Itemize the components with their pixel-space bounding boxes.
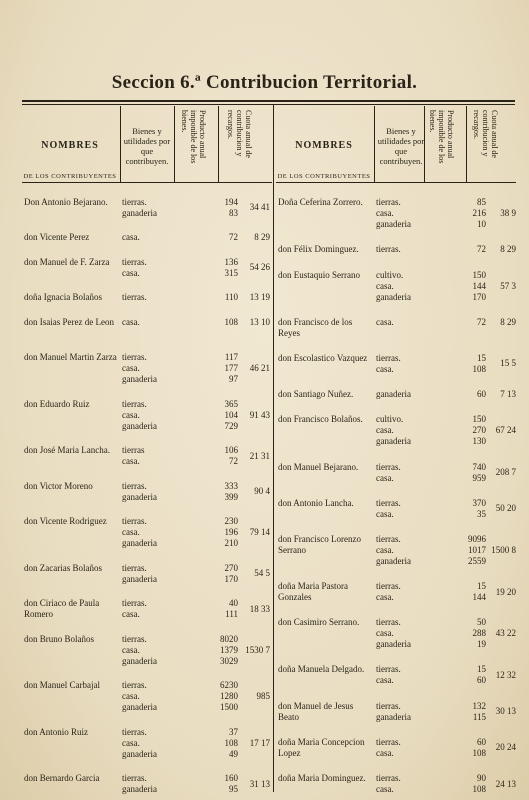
asset-value: 6230 <box>220 680 238 690</box>
header-bienes-right: Bienes y utilidades por que contribuyen. <box>377 126 425 166</box>
table-row <box>22 317 272 339</box>
asset-kind: tierras. <box>122 562 147 573</box>
asset-value: 270 <box>224 562 238 573</box>
contributor-name: doña Maria Pastora Gonzales <box>278 581 348 603</box>
asset-value: 104 <box>224 409 238 420</box>
asset-value: 150 <box>472 269 486 280</box>
left-column-header <box>22 106 272 183</box>
asset-value: 132 <box>472 700 486 711</box>
asset-kind: ganaderia <box>376 639 411 650</box>
contributor-name: don Zacarias Bolaños <box>24 562 102 573</box>
table-row <box>276 353 516 375</box>
contributor-name: don Bruno Bolaños <box>24 633 95 644</box>
asset-kind: tierras. <box>376 617 401 628</box>
asset-value: 136 <box>224 256 238 267</box>
asset-kind: tierras. <box>122 726 147 737</box>
asset-kind: casa. <box>122 316 140 327</box>
contribution-total: 54 5 <box>254 568 270 578</box>
asset-kind: casa. <box>122 267 140 278</box>
asset-kind: casa. <box>376 508 394 519</box>
asset-kind: tierras. <box>122 398 147 409</box>
contributor-name: don Santiago Nuñez. <box>278 389 354 400</box>
asset-kind: tierras. <box>376 352 401 363</box>
contribution-total: 20 24 <box>495 742 516 753</box>
asset-kind: ganaderia <box>376 555 411 566</box>
asset-value: 106 <box>224 445 238 455</box>
asset-value: 60 <box>477 389 486 400</box>
asset-kind: tierras. <box>376 197 401 208</box>
contributor-name: don Vicente Rodriguez <box>24 516 107 526</box>
contributor-name: don Escolastico Vazquez <box>278 352 368 363</box>
header-nombres-right: NOMBRES <box>295 140 353 151</box>
contributor-name: don Manuel de F. Zarza <box>24 256 110 267</box>
asset-value: 97 <box>229 374 238 384</box>
asset-kind: ganaderia <box>376 436 411 447</box>
table-row <box>276 534 516 567</box>
asset-kind: ganaderia <box>122 573 157 584</box>
column-divider <box>273 104 274 792</box>
contribution-total: 54 26 <box>249 262 270 272</box>
asset-value: 37 <box>229 726 238 737</box>
asset-value: 90 <box>477 773 486 783</box>
asset-kind: tierras. <box>122 773 147 783</box>
header-producto-right: Producto anual imponible de los bienes. <box>428 110 455 164</box>
right-column-header <box>276 106 516 183</box>
contributor-name: Doña Ceferina Zorrero. <box>278 197 363 208</box>
asset-kind: ganaderia <box>122 702 157 712</box>
contribution-total: 208 7 <box>495 467 516 477</box>
asset-kind: casa. <box>122 691 140 701</box>
asset-value: 72 <box>477 244 486 255</box>
contributor-name: don Francisco Lorenzo Serrano <box>278 533 361 555</box>
header-cuota-right: Cuota anual de contribucion y recargos. <box>472 110 499 158</box>
asset-kind: ganaderia <box>376 389 411 400</box>
asset-value: 15 <box>477 664 486 675</box>
asset-value: 108 <box>472 363 486 374</box>
contribution-total: 17 17 <box>249 737 270 748</box>
contribution-total: 57 3 <box>500 280 516 291</box>
contribution-total: 7 13 <box>500 389 516 400</box>
contribution-total: 13 10 <box>249 316 270 327</box>
asset-kind: casa. <box>122 232 140 242</box>
contributor-name: don Casimiro Serrano. <box>278 617 360 628</box>
asset-value: 130 <box>472 436 486 447</box>
asset-value: 110 <box>224 292 238 302</box>
table-row <box>22 352 272 385</box>
asset-kind: ganaderia <box>122 374 157 384</box>
asset-value: 365 <box>224 398 238 409</box>
table-row <box>276 773 516 795</box>
asset-value: 108 <box>472 784 486 794</box>
asset-kind: ganaderia <box>122 538 157 548</box>
asset-value: 115 <box>472 711 486 722</box>
contributor-name: don José Maria Lancha. <box>24 445 110 455</box>
asset-kind: casa. <box>122 363 140 373</box>
contributor-name: don Antonio Ruiz <box>24 726 89 737</box>
asset-value: 19 <box>477 639 486 650</box>
asset-value: 210 <box>224 538 238 548</box>
contributor-name: don Ciriaco de Paula Romero <box>24 598 100 619</box>
asset-kind: casa. <box>376 592 394 603</box>
asset-value: 150 <box>472 414 486 425</box>
section-title: Seccion 6.ª Contribucion Territorial. <box>111 72 418 93</box>
contribution-total: 67 24 <box>495 425 516 436</box>
asset-kind: tierras. <box>376 581 401 592</box>
table-row <box>22 773 272 795</box>
asset-kind: ganaderia <box>122 784 157 794</box>
asset-value: 72 <box>229 232 238 242</box>
asset-value: 40 <box>229 598 238 608</box>
asset-value: 144 <box>472 592 486 603</box>
asset-kind: casa. <box>122 609 140 619</box>
asset-value: 8020 <box>220 633 238 644</box>
asset-value: 370 <box>472 497 486 508</box>
table-row <box>22 634 272 667</box>
asset-kind: ganaderia <box>376 291 411 302</box>
asset-kind: tierras. <box>376 244 401 255</box>
asset-value: 1280 <box>220 691 238 701</box>
asset-value: 315 <box>224 267 238 278</box>
right-column <box>276 106 516 792</box>
asset-value: 35 <box>477 508 486 519</box>
contribution-total: 1500 8 <box>491 544 516 555</box>
asset-kind: tierras. <box>376 664 401 675</box>
asset-value: 60 <box>477 675 486 686</box>
asset-kind: casa. <box>376 472 394 483</box>
contribution-total: 18 33 <box>249 603 270 614</box>
asset-kind: casa. <box>122 644 140 655</box>
table-row <box>22 598 272 620</box>
asset-value: 95 <box>229 784 238 794</box>
asset-value: 399 <box>224 491 238 502</box>
contributor-name: doña Maria Concepcion Lopez <box>278 736 365 758</box>
contributor-name: don Vicente Perez <box>24 232 90 242</box>
asset-value: 729 <box>224 420 238 431</box>
header-contribuyentes-right: DE LOS CONTRIBUYENTES <box>277 173 371 180</box>
table-row <box>276 701 516 723</box>
asset-kind: cultivo. <box>376 414 404 425</box>
asset-value: 108 <box>224 737 238 748</box>
contribution-total: 31 13 <box>249 778 270 789</box>
contributor-name: don Bernardo Garcia <box>24 773 100 783</box>
asset-kind: casa. <box>376 675 394 686</box>
asset-kind: casa. <box>376 363 394 374</box>
contribution-total: 21 31 <box>249 450 270 461</box>
table-row <box>22 680 272 713</box>
asset-value: 216 <box>472 208 486 219</box>
asset-kind: tierras. <box>122 633 147 644</box>
table-row <box>276 414 516 447</box>
asset-kind: tierras. <box>376 736 401 747</box>
contribution-total: 24 13 <box>495 778 516 789</box>
table-row <box>276 664 516 686</box>
table-row <box>22 563 272 585</box>
header-contribuyentes: DE LOS CONTRIBUYENTES <box>23 173 117 180</box>
table-row <box>22 727 272 760</box>
contributor-name: don Félix Dominguez. <box>278 244 359 255</box>
asset-kind: ganaderia <box>122 420 157 431</box>
asset-kind: casa. <box>122 527 140 537</box>
table-row <box>276 244 516 255</box>
asset-kind: tierras. <box>122 480 147 491</box>
contribution-total: 90 4 <box>254 486 270 496</box>
asset-kind: casa. <box>376 425 394 436</box>
asset-value: 2559 <box>468 555 486 566</box>
asset-value: 83 <box>229 207 238 218</box>
asset-value: 60 <box>477 736 486 747</box>
asset-value: 288 <box>472 628 486 639</box>
contributor-name: don Antonio Lancha. <box>278 497 354 508</box>
header-cuota: Cuota anual de contribucion y recargos. <box>226 110 253 158</box>
asset-kind: tierras. <box>376 497 401 508</box>
asset-value: 50 <box>477 617 486 628</box>
asset-value: 196 <box>224 527 238 537</box>
asset-kind: tierras. <box>122 680 147 690</box>
asset-value: 1017 <box>468 544 486 555</box>
contribution-total: 43 22 <box>495 628 516 639</box>
asset-value: 15 <box>477 581 486 592</box>
asset-value: 117 <box>224 352 238 362</box>
top-rule <box>22 100 515 102</box>
asset-value: 15 <box>477 352 486 363</box>
asset-kind: casa. <box>122 456 140 466</box>
table-row <box>22 445 272 467</box>
contribution-total: 50 20 <box>495 503 516 514</box>
asset-value: 72 <box>229 456 238 466</box>
asset-value: 1379 <box>220 644 238 655</box>
asset-kind: tierras <box>122 445 145 455</box>
asset-kind: casa. <box>376 544 394 555</box>
contributor-name: Don Antonio Bejarano. <box>24 196 108 207</box>
asset-kind: casa. <box>376 747 394 758</box>
asset-kind: tierras. <box>122 516 147 526</box>
asset-kind: casa. <box>122 737 140 748</box>
asset-kind: tierras. <box>122 352 147 362</box>
contribution-total: 1530 7 <box>245 644 270 655</box>
top-rule-thin <box>22 104 515 105</box>
contributor-name: don Isaias Perez de Leon <box>24 316 114 327</box>
asset-value: 49 <box>229 748 238 759</box>
asset-kind: tierras. <box>376 773 401 783</box>
asset-kind: tierras. <box>122 598 147 608</box>
contribution-total: 13 19 <box>249 292 270 302</box>
contribution-total: 985 <box>256 691 270 701</box>
table-row <box>276 317 516 339</box>
contributor-name: don Francisco de los Reyes <box>278 316 353 338</box>
asset-kind: casa. <box>376 208 394 219</box>
contributor-name: doña Ignacia Bolaños <box>24 292 102 302</box>
left-column <box>22 106 272 792</box>
table-row <box>22 292 272 303</box>
contribution-total: 8 29 <box>500 316 516 327</box>
contribution-total: 79 14 <box>249 527 270 537</box>
table-row <box>276 737 516 759</box>
asset-value: 1500 <box>220 702 238 712</box>
asset-value: 959 <box>472 472 486 483</box>
table-row <box>276 197 516 230</box>
asset-value: 85 <box>477 197 486 208</box>
contribution-total: 91 43 <box>249 409 270 420</box>
contribution-total: 34 41 <box>249 202 270 212</box>
left-entries <box>22 197 272 796</box>
asset-value: 144 <box>472 280 486 291</box>
table-row <box>276 617 516 650</box>
asset-value: 108 <box>224 316 238 327</box>
contributor-name: don Francisco Bolaños. <box>278 414 363 425</box>
asset-value: 333 <box>224 480 238 491</box>
table-row <box>276 581 516 603</box>
asset-value: 170 <box>224 573 238 584</box>
contribution-total: 8 29 <box>254 232 270 242</box>
contributor-name: don Manuel Carbajal <box>24 680 100 690</box>
table-row <box>22 399 272 432</box>
header-producto: Producto anual imponible de los bienes. <box>180 110 207 164</box>
contributor-name: don Manuel Bejarano. <box>278 461 359 472</box>
asset-kind: ganaderia <box>122 655 157 666</box>
asset-kind: casa. <box>376 316 394 327</box>
asset-kind: tierras. <box>376 461 401 472</box>
asset-kind: ganaderia <box>122 491 157 502</box>
asset-value: 270 <box>472 425 486 436</box>
contributor-name: don Eustaquio Serrano <box>278 269 360 280</box>
contributor-name: don Eduardo Ruiz <box>24 398 90 409</box>
asset-kind: tierras. <box>376 533 401 544</box>
asset-kind: tierras. <box>122 256 147 267</box>
asset-kind: casa. <box>122 409 140 420</box>
table-row <box>276 389 516 400</box>
table-row <box>276 270 516 303</box>
contribution-total: 46 21 <box>249 363 270 373</box>
asset-kind: tierras. <box>122 292 147 302</box>
table-row <box>22 257 272 279</box>
contribution-total: 15 5 <box>500 358 516 369</box>
contributor-name: don Victor Moreno <box>24 480 93 491</box>
asset-kind: ganaderia <box>376 219 411 230</box>
table-row <box>22 197 272 219</box>
asset-kind: ganaderia <box>122 207 157 218</box>
contributor-name: don Manuel Martin Zarza <box>24 352 117 362</box>
table-row <box>276 498 516 520</box>
table-row <box>276 462 516 484</box>
contribution-total: 38 9 <box>500 208 516 219</box>
table-row <box>22 232 272 243</box>
asset-value: 194 <box>224 196 238 207</box>
asset-value: 72 <box>477 316 486 327</box>
contribution-total: 8 29 <box>500 244 516 255</box>
asset-value: 740 <box>472 461 486 472</box>
header-nombres: NOMBRES <box>41 140 99 151</box>
asset-value: 177 <box>224 363 238 373</box>
contribution-total: 19 20 <box>495 586 516 597</box>
contributor-name: doña Manuela Delgado. <box>278 664 365 675</box>
contributor-name: don Manuel de Jesus Beato <box>278 700 354 722</box>
asset-kind: casa. <box>376 784 394 794</box>
asset-kind: ganaderia <box>122 748 157 759</box>
asset-kind: ganaderia <box>376 711 411 722</box>
asset-kind: tierras. <box>376 700 401 711</box>
asset-kind: casa. <box>376 628 394 639</box>
header-bienes: Bienes y utilidades por que contribuyen. <box>123 126 171 166</box>
asset-value: 3029 <box>220 655 238 666</box>
asset-value: 10 <box>477 219 486 230</box>
asset-kind: cultivo. <box>376 269 404 280</box>
contribution-total: 12 32 <box>495 669 516 680</box>
right-entries <box>276 197 516 795</box>
asset-kind: casa. <box>376 280 394 291</box>
table-row <box>22 481 272 503</box>
contributor-name: doña Maria Dominguez. <box>278 773 366 783</box>
asset-value: 170 <box>472 291 486 302</box>
asset-value: 160 <box>224 773 238 783</box>
asset-value: 111 <box>225 609 238 619</box>
table-row <box>22 516 272 549</box>
asset-value: 230 <box>224 516 238 526</box>
asset-value: 108 <box>472 747 486 758</box>
asset-kind: tierras. <box>122 196 147 207</box>
asset-value: 9096 <box>468 533 486 544</box>
contribution-total: 30 13 <box>495 706 516 717</box>
